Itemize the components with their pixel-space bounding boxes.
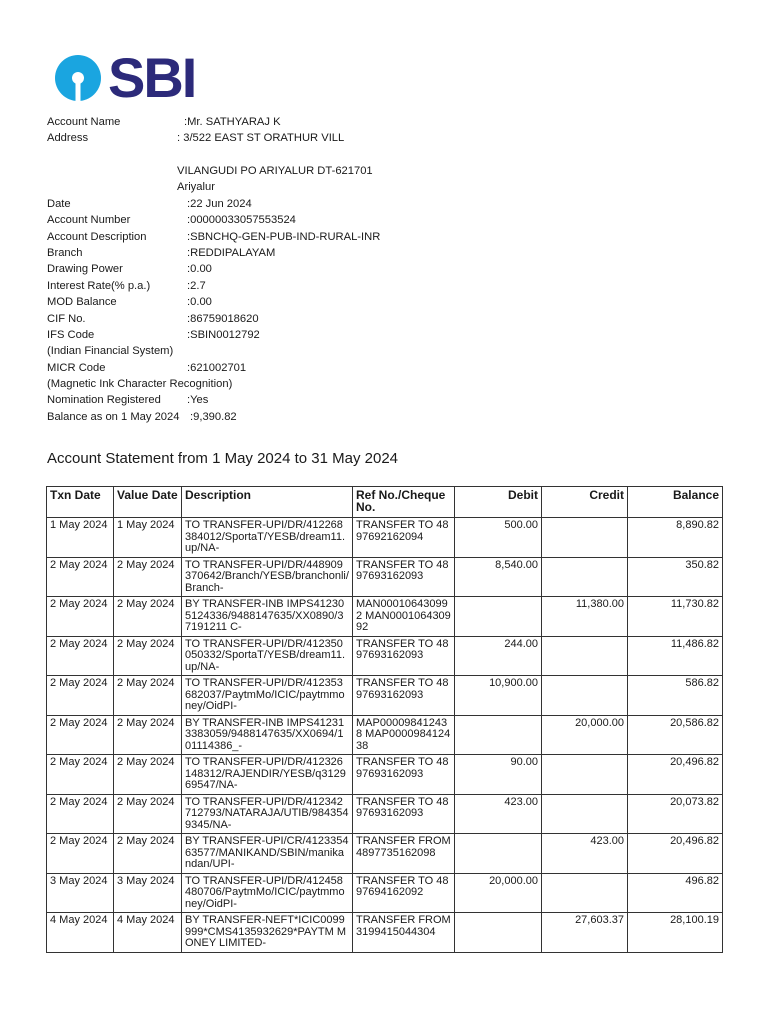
info-label: (Indian Financial System) [47,345,174,357]
info-value: :SBIN0012792 [187,329,260,341]
statement-title: Account Statement from 1 May 2024 to 31 May 2024 [47,450,399,467]
balance-cell [628,794,723,834]
credit-cell [542,676,628,716]
sbi-logo-text: SBI [108,46,196,109]
description-cell [182,636,353,676]
balance-cell-text: 20,496.82 [670,835,719,847]
info-value: :86759018620 [187,313,259,325]
ref-no-cell [353,794,455,834]
ref-no-cell [353,755,455,795]
table-row [47,557,723,597]
balance-cell [628,676,723,716]
debit-cell [455,557,542,597]
description-cell-text: BY TRANSFER-NEFT*ICIC0099999*CMS4135932629*PAYTM MONEY LIMITED- [185,914,347,949]
debit-cell [455,913,542,953]
debit-cell [455,636,542,676]
txn-date-cell [47,518,114,558]
value-date-cell-text: 3 May 2024 [117,874,175,887]
value-date-cell-text: 2 May 2024 [117,637,175,650]
value-date-cell-text: 2 May 2024 [117,558,175,571]
info-value: :2.7 [187,280,206,292]
col-debit: Debit [455,487,542,518]
description-cell [182,597,353,637]
balance-cell [628,518,723,558]
credit-cell [542,636,628,676]
ref-no-cell [353,557,455,597]
credit-cell [542,715,628,755]
description-cell [182,518,353,558]
balance-cell-text: 20,496.82 [670,756,719,768]
balance-cell [628,557,723,597]
description-cell-text: TO TRANSFER-UPI/DR/412268384012/SportaT/YESB/dream11.up/NA- [185,519,346,554]
ref-no-cell-text: TRANSFER TO 4897693162093 [356,637,449,661]
info-value: :SBNCHQ-GEN-PUB-IND-RURAL-INR [187,231,381,243]
value-date-cell [114,834,182,874]
description-cell [182,755,353,795]
credit-cell [542,913,628,953]
debit-cell-text: 244.00 [504,637,538,650]
info-label: MOD Balance [47,296,117,308]
description-cell [182,715,353,755]
ref-no-cell-text: TRANSFER TO 4897692162094 [356,519,449,543]
txn-date-cell-text: 2 May 2024 [50,716,108,729]
col-credit: Credit [542,487,628,518]
info-label: Date [47,198,71,210]
txn-date-cell [47,913,114,953]
txn-date-cell-text: 2 May 2024 [50,756,108,768]
info-value: :9,390.82 [190,411,237,423]
info-value: :REDDIPALAYAM [187,247,276,259]
debit-cell [455,676,542,716]
col-txn-date: Txn Date [47,487,114,518]
table-row [47,636,723,676]
ref-no-cell [353,597,455,637]
sbi-keyhole-icon [54,54,102,102]
value-date-cell [114,557,182,597]
info-label: Account Name [47,116,121,128]
debit-cell [455,873,542,913]
credit-cell [542,834,628,874]
value-date-cell [114,755,182,795]
description-cell [182,794,353,834]
table-row [47,873,723,913]
txn-date-cell-text: 2 May 2024 [50,558,108,571]
value-date-cell [114,597,182,637]
debit-cell-text: 8,540.00 [495,558,538,571]
txn-date-cell [47,557,114,597]
value-date-cell [114,636,182,676]
table-row [47,715,723,755]
info-label: Account Description [47,231,147,243]
description-cell [182,676,353,716]
description-cell [182,913,353,953]
table-row [47,755,723,795]
ref-no-cell [353,715,455,755]
description-cell-text: BY TRANSFER-INB IMPS412313383059/9488147635/XX0694/101114386_- [185,716,345,752]
info-value: VILANGUDI PO ARIYALUR DT-621701 [177,165,373,177]
value-date-cell-text: 2 May 2024 [117,756,175,768]
ref-no-cell [353,873,455,913]
txn-date-cell [47,636,114,676]
ref-no-cell-text: MAP000098412438 MAP000098412438 [356,716,451,752]
txn-date-cell-text: 3 May 2024 [50,874,108,887]
value-date-cell [114,794,182,834]
transactions-table [46,486,723,953]
description-cell-text: BY TRANSFER-INB IMPS412305124336/9488147635/XX0890/37191211 C- [185,598,345,633]
debit-cell [455,518,542,558]
info-value: :621002701 [187,362,247,374]
credit-cell [542,518,628,558]
balance-cell [628,913,723,953]
ref-no-cell-text: TRANSFER TO 4897693162093 [356,795,449,819]
balance-cell [628,873,723,913]
balance-cell-text: 586.82 [685,677,719,689]
info-value: :0.00 [187,263,212,275]
info-label: (Magnetic Ink Character Recognition) [47,378,233,390]
info-value: :00000033057553524 [187,214,296,226]
table-header-row [47,487,723,518]
description-cell-text: TO TRANSFER-UPI/DR/412350050332/SportaT/YESB/dream11.up/NA- [185,637,346,673]
description-cell-text: TO TRANSFER-UPI/DR/412458480706/PaytmMo/ICIC/paytmmoney/OidPI- [185,874,345,910]
value-date-cell-text: 2 May 2024 [117,835,175,847]
txn-date-cell-text: 4 May 2024 [50,914,108,926]
ref-no-cell [353,676,455,716]
table-row [47,834,723,874]
info-value: :0.00 [187,296,212,308]
txn-date-cell [47,676,114,716]
sbi-logo [54,46,196,109]
description-cell-text: TO TRANSFER-UPI/DR/412342712793/NATARAJA/UTIB/9843549345/NA- [185,795,349,831]
txn-date-cell [47,873,114,913]
info-value: : 3/522 EAST ST ORATHUR VILL [177,132,345,144]
debit-cell [455,755,542,795]
balance-cell [628,636,723,676]
balance-cell [628,834,723,874]
value-date-cell-text: 4 May 2024 [117,914,175,926]
debit-cell-text: 500.00 [504,519,538,531]
ref-no-cell-text: TRANSFER FROM 4897735162098 [356,835,451,859]
balance-cell [628,597,723,637]
info-label: MICR Code [47,362,106,374]
value-date-cell [114,873,182,913]
description-cell-text: TO TRANSFER-UPI/DR/412353682037/PaytmMo/ICIC/paytmmoney/OidPI- [185,677,345,712]
balance-cell-text: 11,730.82 [670,598,719,610]
ref-no-cell-text: MAN000106430992 MAN000106430992 [356,598,451,633]
txn-date-cell-text: 2 May 2024 [50,795,108,808]
col-balance: Balance [628,487,723,518]
credit-cell-text: 423.00 [590,835,624,847]
txn-date-cell [47,834,114,874]
balance-cell-text: 350.82 [685,558,719,571]
info-label: IFS Code [47,329,95,341]
value-date-cell-text: 2 May 2024 [117,716,175,729]
info-value: :Yes [187,394,209,406]
debit-cell [455,715,542,755]
ref-no-cell [353,518,455,558]
table-row [47,518,723,558]
description-cell-text: TO TRANSFER-UPI/DR/412326148312/RAJENDIR/YESB/q312969547/NA- [185,756,346,791]
txn-date-cell-text: 2 May 2024 [50,677,108,689]
value-date-cell [114,913,182,953]
ref-no-cell-text: TRANSFER TO 4897693162093 [356,558,449,582]
table-row [47,597,723,637]
credit-cell [542,597,628,637]
credit-cell-text: 11,380.00 [575,598,624,610]
balance-cell-text: 496.82 [685,874,719,887]
table-row [47,676,723,716]
description-cell [182,834,353,874]
ref-no-cell [353,913,455,953]
debit-cell-text: 90.00 [510,756,538,768]
balance-cell-text: 20,073.82 [670,795,719,808]
credit-cell [542,794,628,834]
balance-cell [628,755,723,795]
txn-date-cell-text: 1 May 2024 [50,519,108,531]
debit-cell [455,794,542,834]
ref-no-cell-text: TRANSFER TO 4897694162092 [356,874,449,898]
info-value: :Mr. SATHYARAJ K [184,116,281,128]
info-label: Address [47,132,89,144]
txn-date-cell [47,597,114,637]
balance-cell-text: 28,100.19 [670,914,719,926]
col-ref-no: Ref No./Cheque No. [353,487,455,518]
description-cell [182,557,353,597]
credit-cell [542,873,628,913]
ref-no-cell-text: TRANSFER TO 4897693162093 [356,677,449,701]
value-date-cell [114,676,182,716]
credit-cell-text: 27,603.37 [575,914,624,926]
description-cell [182,873,353,913]
credit-cell-text: 20,000.00 [575,716,624,729]
col-description: Description [182,487,353,518]
ref-no-cell-text: TRANSFER TO 4897693162093 [356,756,449,780]
col-value-date: Value Date [114,487,182,518]
debit-cell [455,834,542,874]
debit-cell-text: 423.00 [504,795,538,808]
ref-no-cell-text: TRANSFER FROM 3199415044304 [356,914,451,938]
debit-cell-text: 20,000.00 [489,874,538,887]
info-label: Balance as on 1 May 2024 [47,411,180,423]
value-date-cell-text: 2 May 2024 [117,598,175,610]
txn-date-cell-text: 2 May 2024 [50,835,108,847]
description-cell-text: BY TRANSFER-UPI/CR/412335463577/MANIKAND/SBIN/manikandan/UPI- [185,835,349,870]
txn-date-cell-text: 2 May 2024 [50,637,108,650]
value-date-cell-text: 1 May 2024 [117,519,175,531]
table-row [47,794,723,834]
info-label: Drawing Power [47,263,123,275]
ref-no-cell [353,834,455,874]
info-label: CIF No. [47,313,86,325]
txn-date-cell [47,755,114,795]
info-value: :22 Jun 2024 [187,198,252,210]
balance-cell-text: 8,890.82 [676,519,719,531]
info-label: Nomination Registered [47,394,161,406]
info-label: Branch [47,247,83,259]
ref-no-cell [353,636,455,676]
description-cell-text: TO TRANSFER-UPI/DR/448909370642/Branch/YESB/branchonli/Branch- [185,558,349,594]
debit-cell [455,597,542,637]
txn-date-cell [47,715,114,755]
credit-cell [542,755,628,795]
value-date-cell [114,715,182,755]
value-date-cell-text: 2 May 2024 [117,795,175,808]
info-label: Account Number [47,214,131,226]
txn-date-cell-text: 2 May 2024 [50,598,108,610]
value-date-cell [114,518,182,558]
balance-cell-text: 20,586.82 [670,716,719,729]
value-date-cell-text: 2 May 2024 [117,677,175,689]
txn-date-cell [47,794,114,834]
credit-cell [542,557,628,597]
balance-cell-text: 11,486.82 [670,637,719,650]
info-value: Ariyalur [177,181,215,193]
table-row [47,913,723,953]
balance-cell [628,715,723,755]
info-label: Interest Rate(% p.a.) [47,280,151,292]
debit-cell-text: 10,900.00 [489,677,538,689]
